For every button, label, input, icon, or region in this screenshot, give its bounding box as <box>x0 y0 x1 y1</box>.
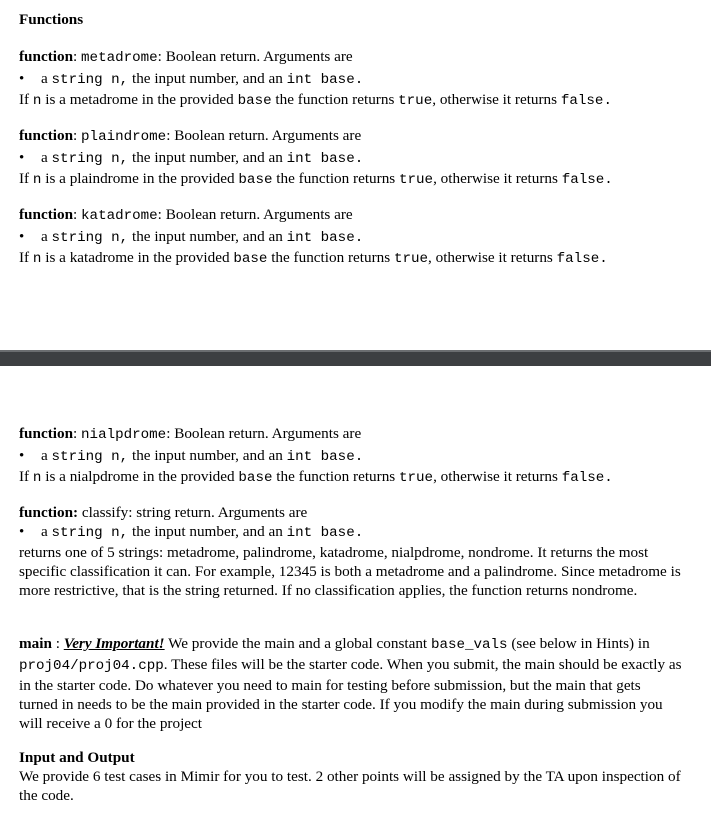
bullet-icon: • <box>19 228 25 245</box>
very-important-label: Very Important! <box>63 635 165 652</box>
bullet-icon: • <box>19 447 25 464</box>
bullet-icon: • <box>19 524 25 540</box>
function-name: metadrome <box>81 50 158 66</box>
io-heading: Input and Output <box>19 749 135 766</box>
function-name: nialpdrome <box>81 427 167 443</box>
main-section: main : Very Important! We provide the main and a global constant base_vals (see below in Hints) in proj04/proj04.cpp. These files will be the starter code. When you submit, the main should be exactly as in the starter code. Do whatever you need to main for testing before submission, but the main that gets turned in needs to be the main provided in the starter code. If you modify the main during submission you will receive a 0 for the project <box>19 635 682 732</box>
return-description: If n is a katadrome in the provided base the function returns true, otherwise it returns false. <box>19 249 608 268</box>
function-nialpdrome <box>19 424 683 489</box>
bullet-icon: • <box>19 149 25 166</box>
argument-bullet: • a string n, the input number, and an int base. <box>19 69 364 88</box>
page1-heading-block <box>19 10 683 30</box>
function-name: plaindrome <box>81 129 167 145</box>
function-metadrome <box>19 47 683 112</box>
function-katadrome <box>19 205 683 270</box>
argument-bullet: • a string n, the input number, and an int base. <box>19 148 364 167</box>
function-classify <box>19 503 683 600</box>
return-description: If n is a metadrome in the provided base the function returns true, otherwise it returns false. <box>19 91 612 110</box>
io-description: We provide 6 test cases in Mimir for you to test. 2 other points will be assigned by the TA upon inspection of the code. <box>19 768 681 804</box>
return-description: If n is a plaindrome in the provided base the function returns true, otherwise it returns false. <box>19 170 613 189</box>
function-name: katadrome <box>81 208 158 224</box>
bullet-icon: • <box>19 70 25 87</box>
function-signature: function: metadrome: Boolean return. Arguments are <box>19 48 353 66</box>
argument-bullet: • a string n, the input number, and an int base. <box>19 446 364 465</box>
argument-bullet: • a string n, the input number, and an int base. <box>19 523 364 541</box>
function-signature: function: katadrome: Boolean return. Arguments are <box>19 206 353 224</box>
function-plaindrome <box>19 126 683 191</box>
function-signature: function: classify: string return. Arguments are <box>19 504 308 521</box>
page-separator <box>0 352 711 366</box>
functions-heading: Functions <box>19 11 84 28</box>
io-section <box>19 748 683 805</box>
return-description: If n is a nialpdrome in the provided base the function returns true, otherwise it returns false. <box>19 468 613 487</box>
function-signature: function: nialpdrome: Boolean return. Arguments are <box>19 425 362 443</box>
function-signature: function: plaindrome: Boolean return. Arguments are <box>19 127 362 145</box>
classify-description: returns one of 5 strings: metadrome, palindrome, katadrome, nialpdrome, nondrome. It returns the most specific classification it can. For example, 12345 is both a metadrome and a palindrome. Since metadrome is more restrictive, that is the string returned. If no classification applies, the function returns nondrome. <box>19 544 681 599</box>
argument-bullet: • a string n, the input number, and an int base. <box>19 227 364 246</box>
